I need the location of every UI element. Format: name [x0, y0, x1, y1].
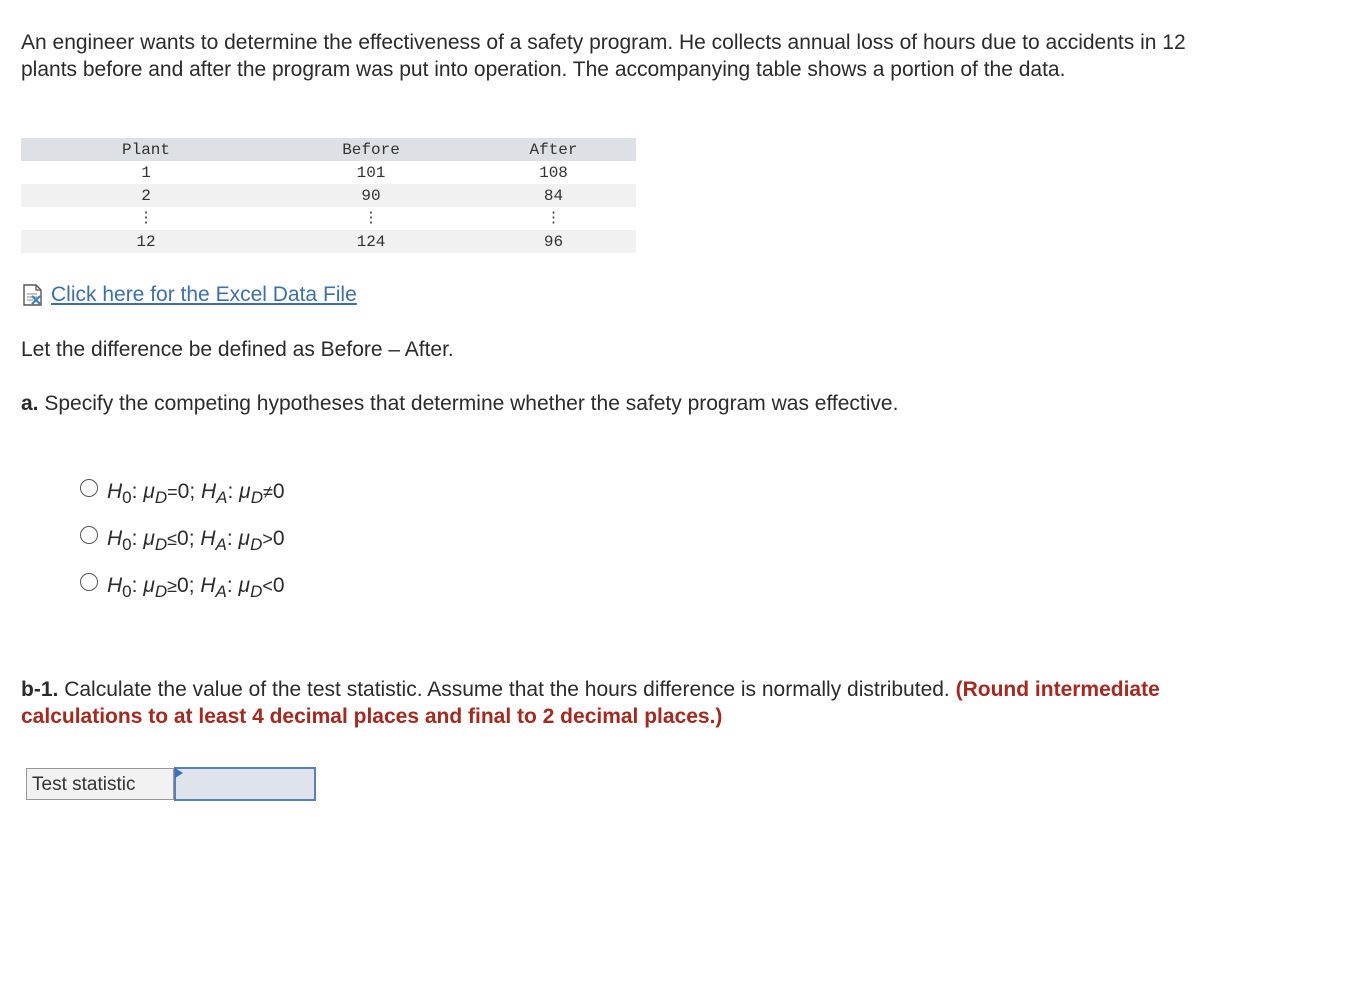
test-statistic-field[interactable] — [174, 767, 316, 801]
excel-file-icon — [21, 283, 47, 307]
cell-after: 108 — [539, 163, 568, 182]
cell-after: 96 — [543, 232, 564, 251]
test-statistic-label: Test statistic — [26, 768, 174, 800]
rounding-instruction: (Round intermediate calculations to at least 4 decimal places and final to 2 decimal places.) — [21, 678, 1160, 728]
part-a-label: a. — [21, 392, 39, 415]
table-row — [21, 161, 636, 184]
test-statistic-input[interactable] — [176, 769, 314, 799]
hypothesis-text: $H_0$: $\mu_D\ge 0$; $H_A$: $\mu_D<0$ — [107, 573, 285, 601]
cell-after: ⋮ — [546, 209, 561, 227]
field-marker-icon — [175, 768, 183, 778]
table-row — [21, 230, 636, 253]
part-b1-label: b-1. — [21, 678, 59, 701]
data-table — [21, 138, 636, 253]
header-before: Before — [342, 140, 400, 159]
hypotheses-options — [80, 468, 285, 609]
header-after: After — [529, 140, 578, 159]
cell-before: ⋮ — [363, 209, 379, 227]
problem-intro: An engineer wants to determine the effectiveness of a safety program. He collects annual loss of hours due to accidents in 12 plants before and after the program was put into operation. The accompanying table shows a portion of the data. — [21, 31, 1186, 81]
hypothesis-option-2[interactable] — [80, 515, 285, 562]
cell-plant: 12 — [136, 232, 156, 251]
cell-before: 124 — [356, 232, 386, 251]
test-statistic-row — [26, 768, 316, 801]
hypothesis-text: $H_0$: $\mu_D\le 0$; $H_A$: $\mu_D>0$ — [107, 526, 285, 554]
cell-after: 84 — [543, 186, 564, 205]
hypothesis-option-3[interactable] — [80, 562, 285, 609]
cell-before: 101 — [356, 163, 386, 182]
hypothesis-option-1[interactable] — [80, 468, 285, 515]
hypothesis-text: $H_0$: $\mu_D=0$; $H_A$: $\mu_D\ne 0$ — [107, 479, 285, 507]
table-row — [21, 184, 636, 207]
header-plant: Plant — [121, 140, 170, 159]
radio-button[interactable] — [80, 526, 98, 544]
part-b1-question — [21, 676, 1241, 730]
difference-definition: Let the difference be defined as Before – After. — [21, 338, 454, 361]
part-a-question — [21, 392, 898, 416]
part-a-text: Specify the competing hypotheses that determine whether the safety program was effective. — [44, 392, 899, 415]
cell-plant: ⋮ — [138, 209, 154, 227]
radio-button[interactable] — [80, 479, 98, 497]
table-header-row — [21, 138, 636, 161]
cell-plant: 2 — [141, 186, 151, 205]
cell-before: 90 — [361, 186, 381, 205]
part-b1-text: Calculate the value of the test statistic. Assume that the hours difference is normally distributed. — [64, 678, 950, 701]
cell-plant: 1 — [141, 163, 151, 182]
excel-data-link[interactable] — [21, 283, 357, 307]
excel-link-label[interactable]: Click here for the Excel Data File — [51, 283, 357, 306]
radio-button[interactable] — [80, 573, 98, 591]
table-row-ellipsis — [21, 207, 636, 230]
